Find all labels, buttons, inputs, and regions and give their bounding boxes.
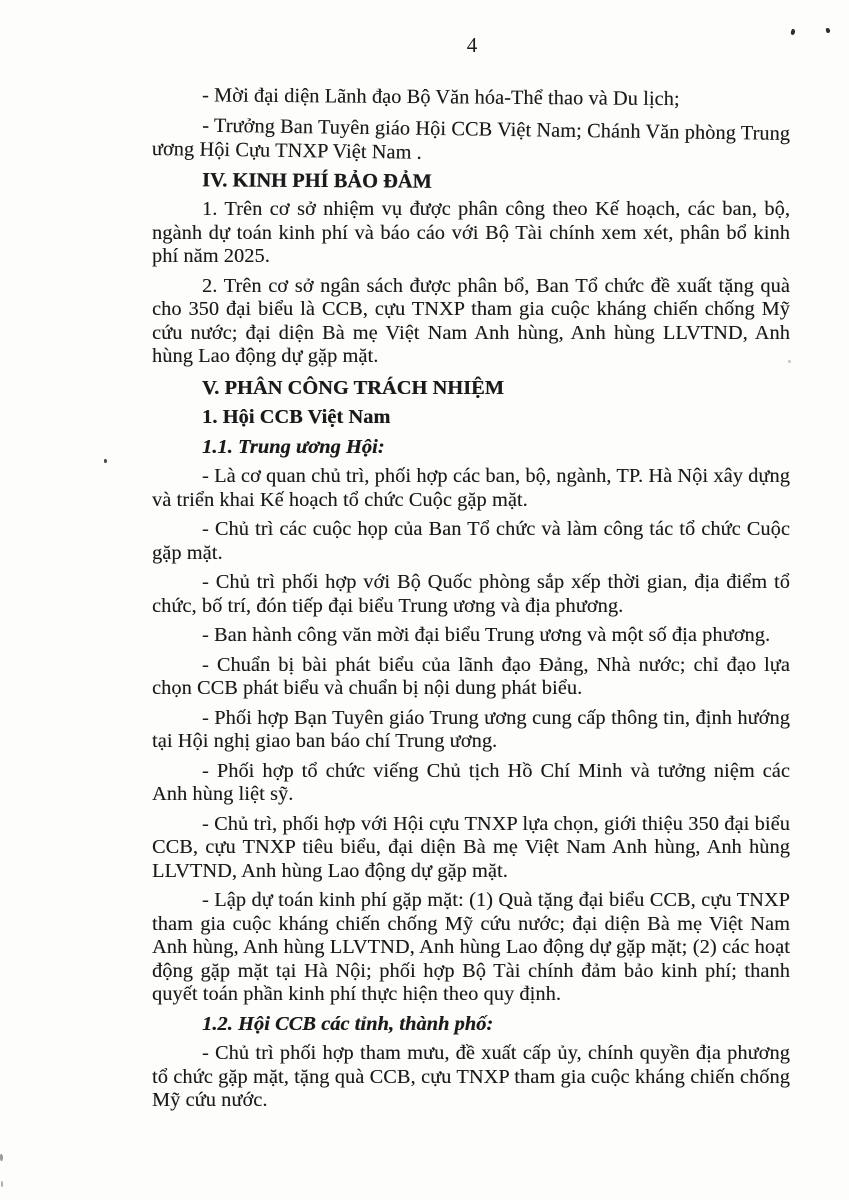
paragraph-lead-agency: - Là cơ quan chủ trì, phối hợp các ban, bộ, ngành, TP. Hà Nội xây dựng và triển khai Kế hoạch tổ chức Cuộc gặp mặt. [152,465,790,511]
scan-speck [1,1181,3,1187]
paragraph-provincial-duty: - Chủ trì phối hợp tham mưu, đề xuất cấp ủy, chính quyền địa phương tổ chức gặp mặt, tặng quà CCB, cựu TNXP tham gia cuộc kháng chiến chống Mỹ cứu nước. [152,1042,790,1111]
paragraph-invite-propaganda-head: - Trưởng Ban Tuyên giáo Hội CCB Việt Nam; Chánh Văn phòng Trung ương Hội Cựu TNXP Việt Nam . [151,114,791,163]
paragraph-funding-1: 1. Trên cơ sở nhiệm vụ được phân công theo Kế hoạch, các ban, bộ, ngành dự toán kinh phí và báo cáo với Bộ Tài chính xem xét, phân bổ kinh phí năm 2025. [152,198,790,267]
section-heading-v-responsibilities: V. PHÂN CÔNG TRÁCH NHIỆM [202,376,504,399]
scan-speck [790,29,796,36]
paragraph-press-briefing: - Phối hợp Bạn Tuyên giáo Trung ương cung cấp thông tin, định hướng tại Hội nghị giao ban báo chí Trung ương. [152,706,790,752]
paragraph-select-delegates: - Chủ trì, phối hợp với Hội cựu TNXP lựa chọn, giới thiệu 350 đại biểu CCB, cựu TNXP tiêu biểu, đại diện Bà mẹ Việt Nam Anh hùng, Anh hùng LLVTND, Anh hùng Lao động dự gặp mặt. [152,812,790,882]
paragraph-mausoleum-visit: - Phối hợp tổ chức viếng Chủ tịch Hồ Chí Minh và tưởng niệm các Anh hùng liệt sỹ. [152,759,790,805]
scan-speck [104,459,107,463]
subheading-1-1-central: 1.1. Trung ương Hội: [202,435,385,458]
paragraph-prepare-speeches: - Chuẩn bị bài phát biểu của lãnh đạo Đảng, Nhà nước; chỉ đạo lựa chọn CCB phát biểu và chuẩn bị nội dung phát biểu. [152,653,790,699]
subheading-1-2-provinces: 1.2. Hội CCB các tỉnh, thành phố: [202,1012,494,1035]
paragraph-chair-meetings: - Chủ trì các cuộc họp của Ban Tổ chức và làm công tác tổ chức Cuộc gặp mặt. [152,518,790,564]
paragraph-coordinate-defense: - Chủ trì phối hợp với Bộ Quốc phòng sắp xếp thời gian, địa điểm tổ chức, bố trí, đón tiếp đại biểu Trung ương và địa phương. [152,571,790,617]
document-body [152,84,790,1113]
heading-1-hoi-ccb-vietnam: 1. Hội CCB Việt Nam [202,406,391,428]
section-heading-iv-funding: IV. KINH PHÍ BẢO ĐẢM [201,168,432,193]
paragraph-issue-invitations: - Ban hành công văn mời đại biểu Trung ương và một số địa phương. [202,624,771,646]
paragraph-funding-2: 2. Trên cơ sở ngân sách được phân bổ, Ban Tổ chức đề xuất tặng quà cho 350 đại biểu là CCB, cựu TNXP tham gia cuộc kháng chiến chống Mỹ cứu nước; đại diện Bà mẹ Việt Nam Anh hùng, Anh hùng LLVTND, Anh hùng Lao động dự gặp mặt. [152,274,790,367]
paragraph-budget-estimate: - Lập dự toán kinh phí gặp mặt: (1) Quà tặng đại biểu CCB, cựu TNXP tham gia cuộc kháng chiến chống Mỹ cứu nước; đại diện Bà mẹ Việt Nam Anh hùng, Anh hùng LLVTND, Anh hùng Lao động dự gặp mặt; (2) các hoạt động gặp mặt tại Hà Nội; phối hợp Bộ Tài chính đảm bảo kinh phí; thanh quyết toán phần kinh phí thực hiện theo quy định. [152,889,790,1005]
scan-speck [0,1154,3,1161]
page-number: 4 [466,33,478,57]
scan-speck [826,28,831,34]
paragraph-invite-culture-ministry: - Mời đại diện Lãnh đạo Bộ Văn hóa-Thể thao và Du lịch; [201,84,680,111]
